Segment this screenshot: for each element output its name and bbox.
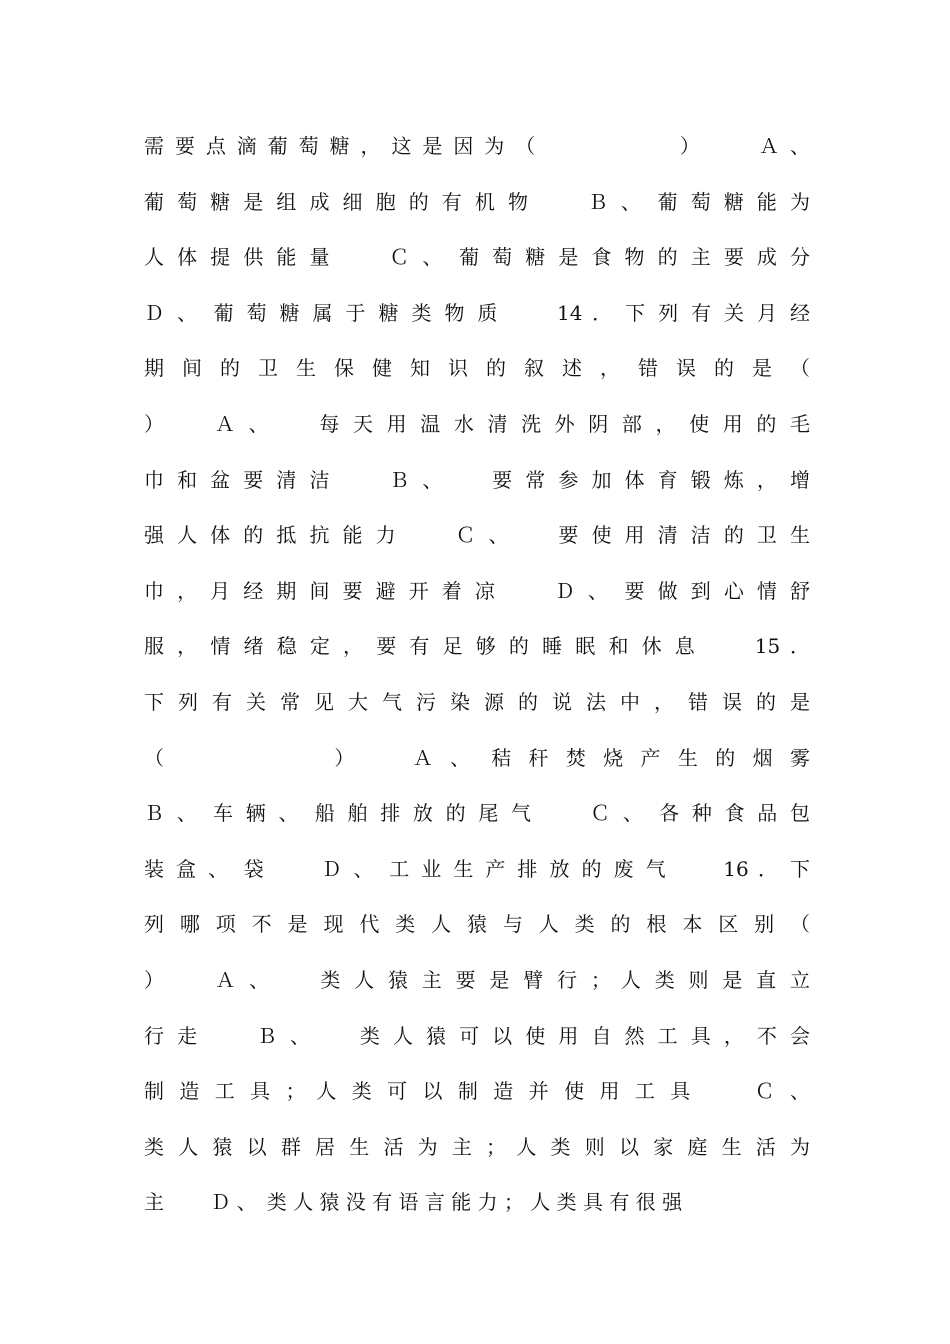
text-line: Ｄ 、 葡 萄 糖 属 于 糖 类 物 质 14 ． 下 列 有 关 月 经 [144, 300, 810, 325]
text-line: 需 要 点 滴 葡 萄 糖 ， 这 是 因 为 （ ） Ａ 、 [144, 134, 810, 158]
document-body-text [144, 119, 810, 1231]
text-line: ） Ａ 、 类 人 猿 主 要 是 臂 行 ； 人 类 则 是 直 立 [144, 967, 810, 992]
text-line: ） Ａ 、 每 天 用 温 水 清 洗 外 阴 部 ， 使 用 的 毛 [144, 411, 810, 436]
text-line: 巾 和 盆 要 清 洁 Ｂ 、 要 常 参 加 体 育 锻 炼 ， 增 [144, 467, 810, 492]
text-line: 列 哪 项 不 是 现 代 类 人 猿 与 人 类 的 根 本 区 别 （ [144, 912, 810, 937]
text-line: 人 体 提 供 能 量 Ｃ 、 葡 萄 糖 是 食 物 的 主 要 成 分 [144, 245, 810, 270]
text-line: 制 造 工 具 ； 人 类 可 以 制 造 并 使 用 工 具 Ｃ 、 [144, 1079, 810, 1104]
text-line: 下 列 有 关 常 见 大 气 污 染 源 的 说 法 中 ， 错 误 的 是 [144, 689, 810, 714]
text-line: （ ） Ａ 、 秸 秆 焚 烧 产 生 的 烟 雾 [144, 745, 810, 770]
text-line: 葡 萄 糖 是 组 成 细 胞 的 有 机 物 Ｂ 、 葡 萄 糖 能 为 [144, 189, 810, 214]
text-line: 主 Ｄ 、 类 人 猿 没 有 语 言 能 力 ； 人 类 具 有 很 强 [144, 1190, 683, 1215]
text-line: 强 人 体 的 抵 抗 能 力 Ｃ 、 要 使 用 清 洁 的 卫 生 [144, 523, 810, 548]
text-line: Ｂ 、 车 辆 、 船 舶 排 放 的 尾 气 Ｃ 、 各 种 食 品 包 [144, 801, 810, 826]
text-line: 期 间 的 卫 生 保 健 知 识 的 叙 述 ， 错 误 的 是 （ [144, 356, 810, 381]
text-line: 装 盒 、 袋 Ｄ 、 工 业 生 产 排 放 的 废 气 16 ． 下 [144, 856, 810, 881]
text-line: 巾 ， 月 经 期 间 要 避 开 着 凉 Ｄ 、 要 做 到 心 情 舒 [144, 578, 810, 603]
text-line: 服 ， 情 绪 稳 定 ， 要 有 足 够 的 睡 眠 和 休 息 15 ． [144, 634, 810, 659]
text-line: 行 走 Ｂ 、 类 人 猿 可 以 使 用 自 然 工 具 ， 不 会 [144, 1023, 810, 1048]
text-line: 类 人 猿 以 群 居 生 活 为 主 ； 人 类 则 以 家 庭 生 活 为 [144, 1134, 810, 1159]
